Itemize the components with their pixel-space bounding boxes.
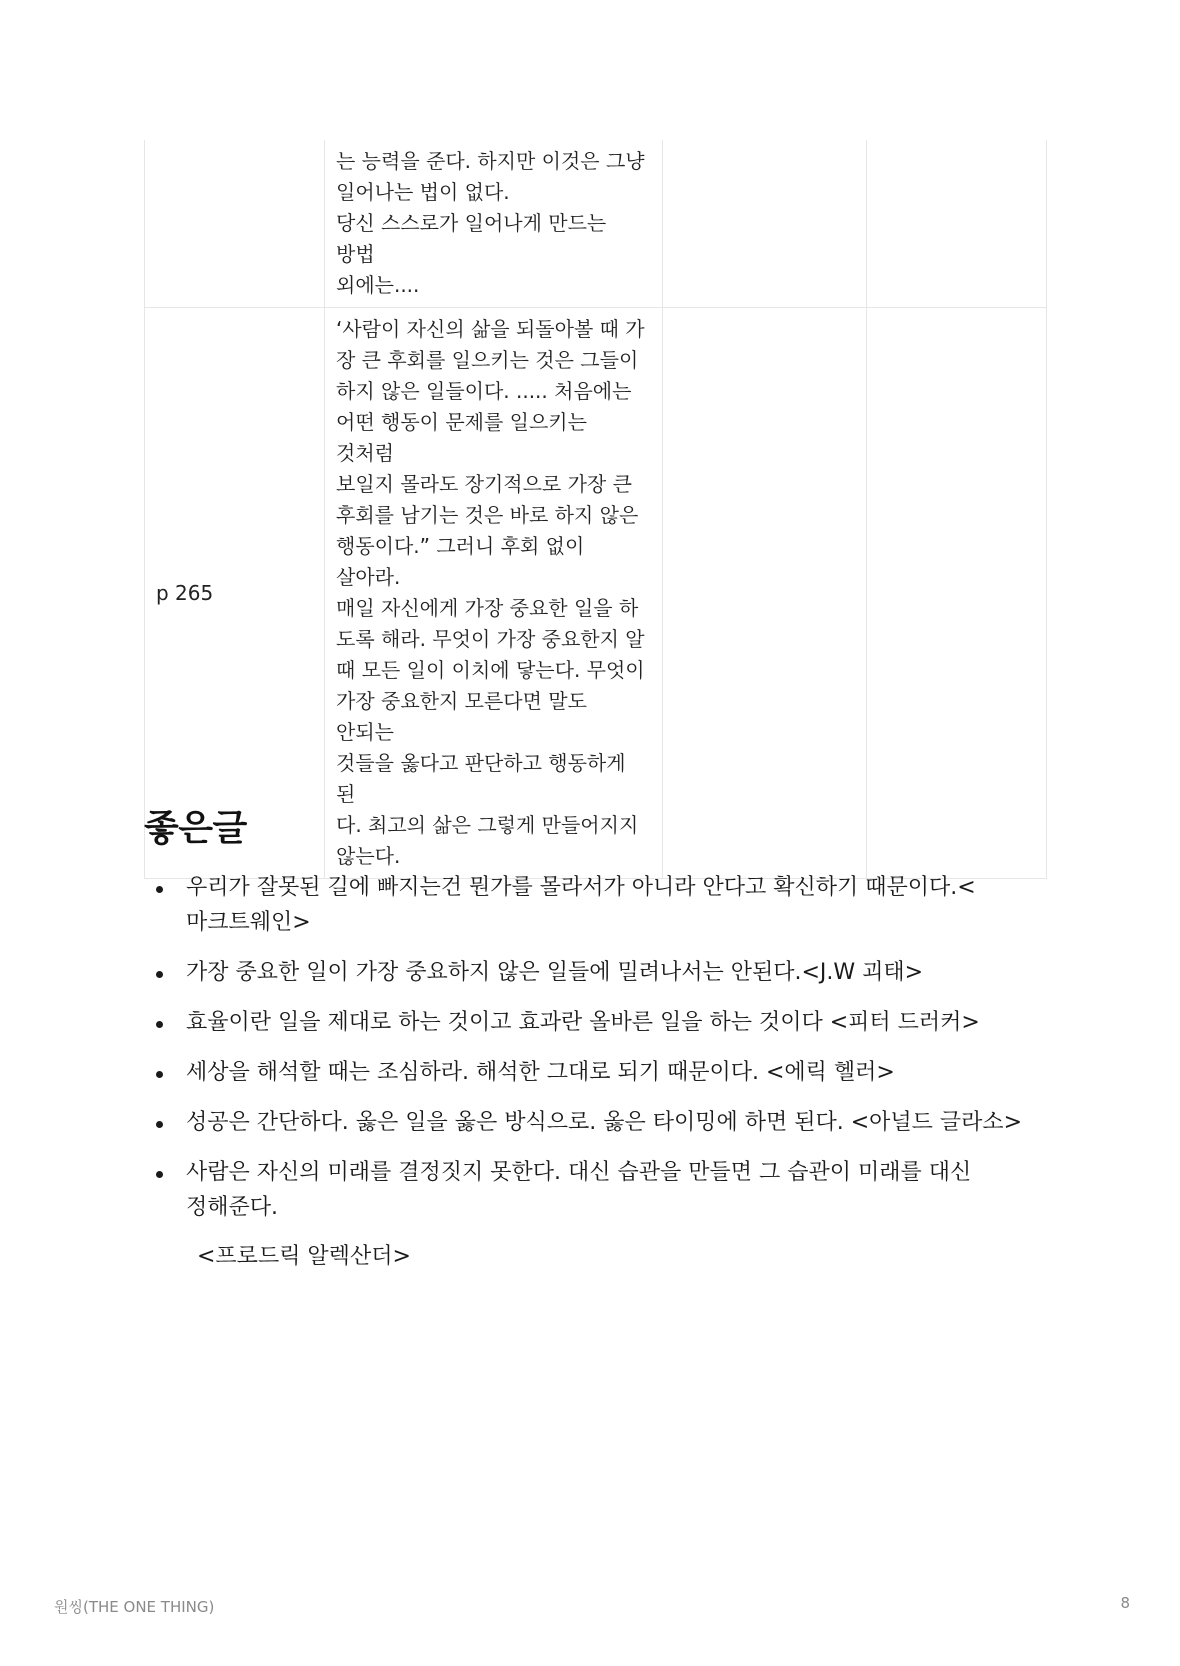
footer-page-number: 8 (1120, 1594, 1130, 1612)
bullet-icon (156, 971, 163, 978)
bullet-icon (156, 886, 163, 893)
note-line: 않는다. (336, 844, 401, 868)
section-heading: 좋은글 (144, 808, 247, 849)
list-item (144, 1005, 1054, 1040)
note-line: 도록 해라. 무엇이 가장 중요한지 알 (336, 627, 645, 651)
note-line: 당신 스스로가 일어나게 만드는 방법 (336, 211, 607, 266)
reading-notes-table (144, 140, 1047, 879)
bullet-icon (156, 1021, 163, 1028)
empty-cell (867, 308, 1047, 879)
page-ref-cell: p 265 (145, 308, 325, 879)
note-line: 가장 중요한지 모른다면 말도 안되는 (336, 689, 587, 744)
note-line: 다. 최고의 삶은 그렇게 만들어지지 (336, 813, 639, 837)
bullet-icon (156, 1121, 163, 1128)
note-line: 하지 않은 일들이다. ..... 처음에는 (336, 379, 632, 403)
list-item (144, 1055, 1054, 1090)
quote-text: 세상을 해석할 때는 조심하라. 해석한 그대로 되기 때문이다. <에릭 헬러> (186, 1060, 895, 1085)
note-line: 행동이다.” 그러니 후회 없이 살아라. (336, 534, 585, 589)
quote-text: 우리가 잘못된 길에 빠지는건 뭔가를 몰라서가 아니라 안다고 확신하기 때문이다.<마크트웨인> (186, 875, 976, 935)
quote-text: 가장 중요한 일이 가장 중요하지 않은 일들에 밀려나서는 안된다.<J.W 괴태> (186, 960, 924, 985)
note-line: 일어나는 법이 없다. (336, 180, 510, 204)
list-item (144, 1105, 1054, 1140)
table-row (145, 308, 1047, 879)
empty-cell (867, 140, 1047, 308)
note-line: 매일 자신에게 가장 중요한 일을 하 (336, 596, 639, 620)
note-cell (325, 308, 663, 879)
note-line: 외에는.... (336, 273, 420, 297)
note-line: 는 능력을 준다. 하지만 이것은 그냥 (336, 149, 645, 173)
list-item (144, 1155, 1054, 1274)
empty-cell (663, 140, 867, 308)
bullet-icon (156, 1071, 163, 1078)
note-line: 때 모든 일이 이치에 닿는다. 무엇이 (336, 658, 645, 682)
list-item (144, 955, 1054, 990)
list-item (144, 870, 1054, 940)
note-line: 것들을 옳다고 판단하고 행동하게 된 (336, 751, 626, 806)
quote-text: 사람은 자신의 미래를 결정짓지 못한다. 대신 습관을 만들면 그 습관이 미래를 대신 정해준다. (186, 1160, 972, 1220)
page-ref-cell (145, 140, 325, 308)
quote-text: 성공은 간단하다. 옳은 일을 옳은 방식으로. 옳은 타이밍에 하면 된다. <아널드 글라소> (186, 1110, 1023, 1135)
note-line: 어떤 행동이 문제를 일으키는 것처럼 (336, 410, 587, 465)
bullet-icon (156, 1171, 163, 1178)
note-cell (325, 140, 663, 308)
quote-list (144, 870, 1054, 1289)
note-line: 후회를 남기는 것은 바로 하지 않은 (336, 503, 639, 527)
quote-text: 효율이란 일을 제대로 하는 것이고 효과란 올바른 일을 하는 것이다 <피터 드러커> (186, 1010, 980, 1035)
note-line: ‘사람이 자신의 삶을 되돌아볼 때 가 (336, 317, 645, 341)
note-line: 장 큰 후회를 일으키는 것은 그들이 (336, 348, 639, 372)
empty-cell (663, 308, 867, 879)
table-row (145, 140, 1047, 308)
note-line: 보일지 몰라도 장기적으로 가장 큰 (336, 472, 632, 496)
footer-document-title: 원씽(THE ONE THING) (54, 1598, 215, 1616)
quote-attribution: <프로드릭 알렉산더> (197, 1244, 411, 1269)
